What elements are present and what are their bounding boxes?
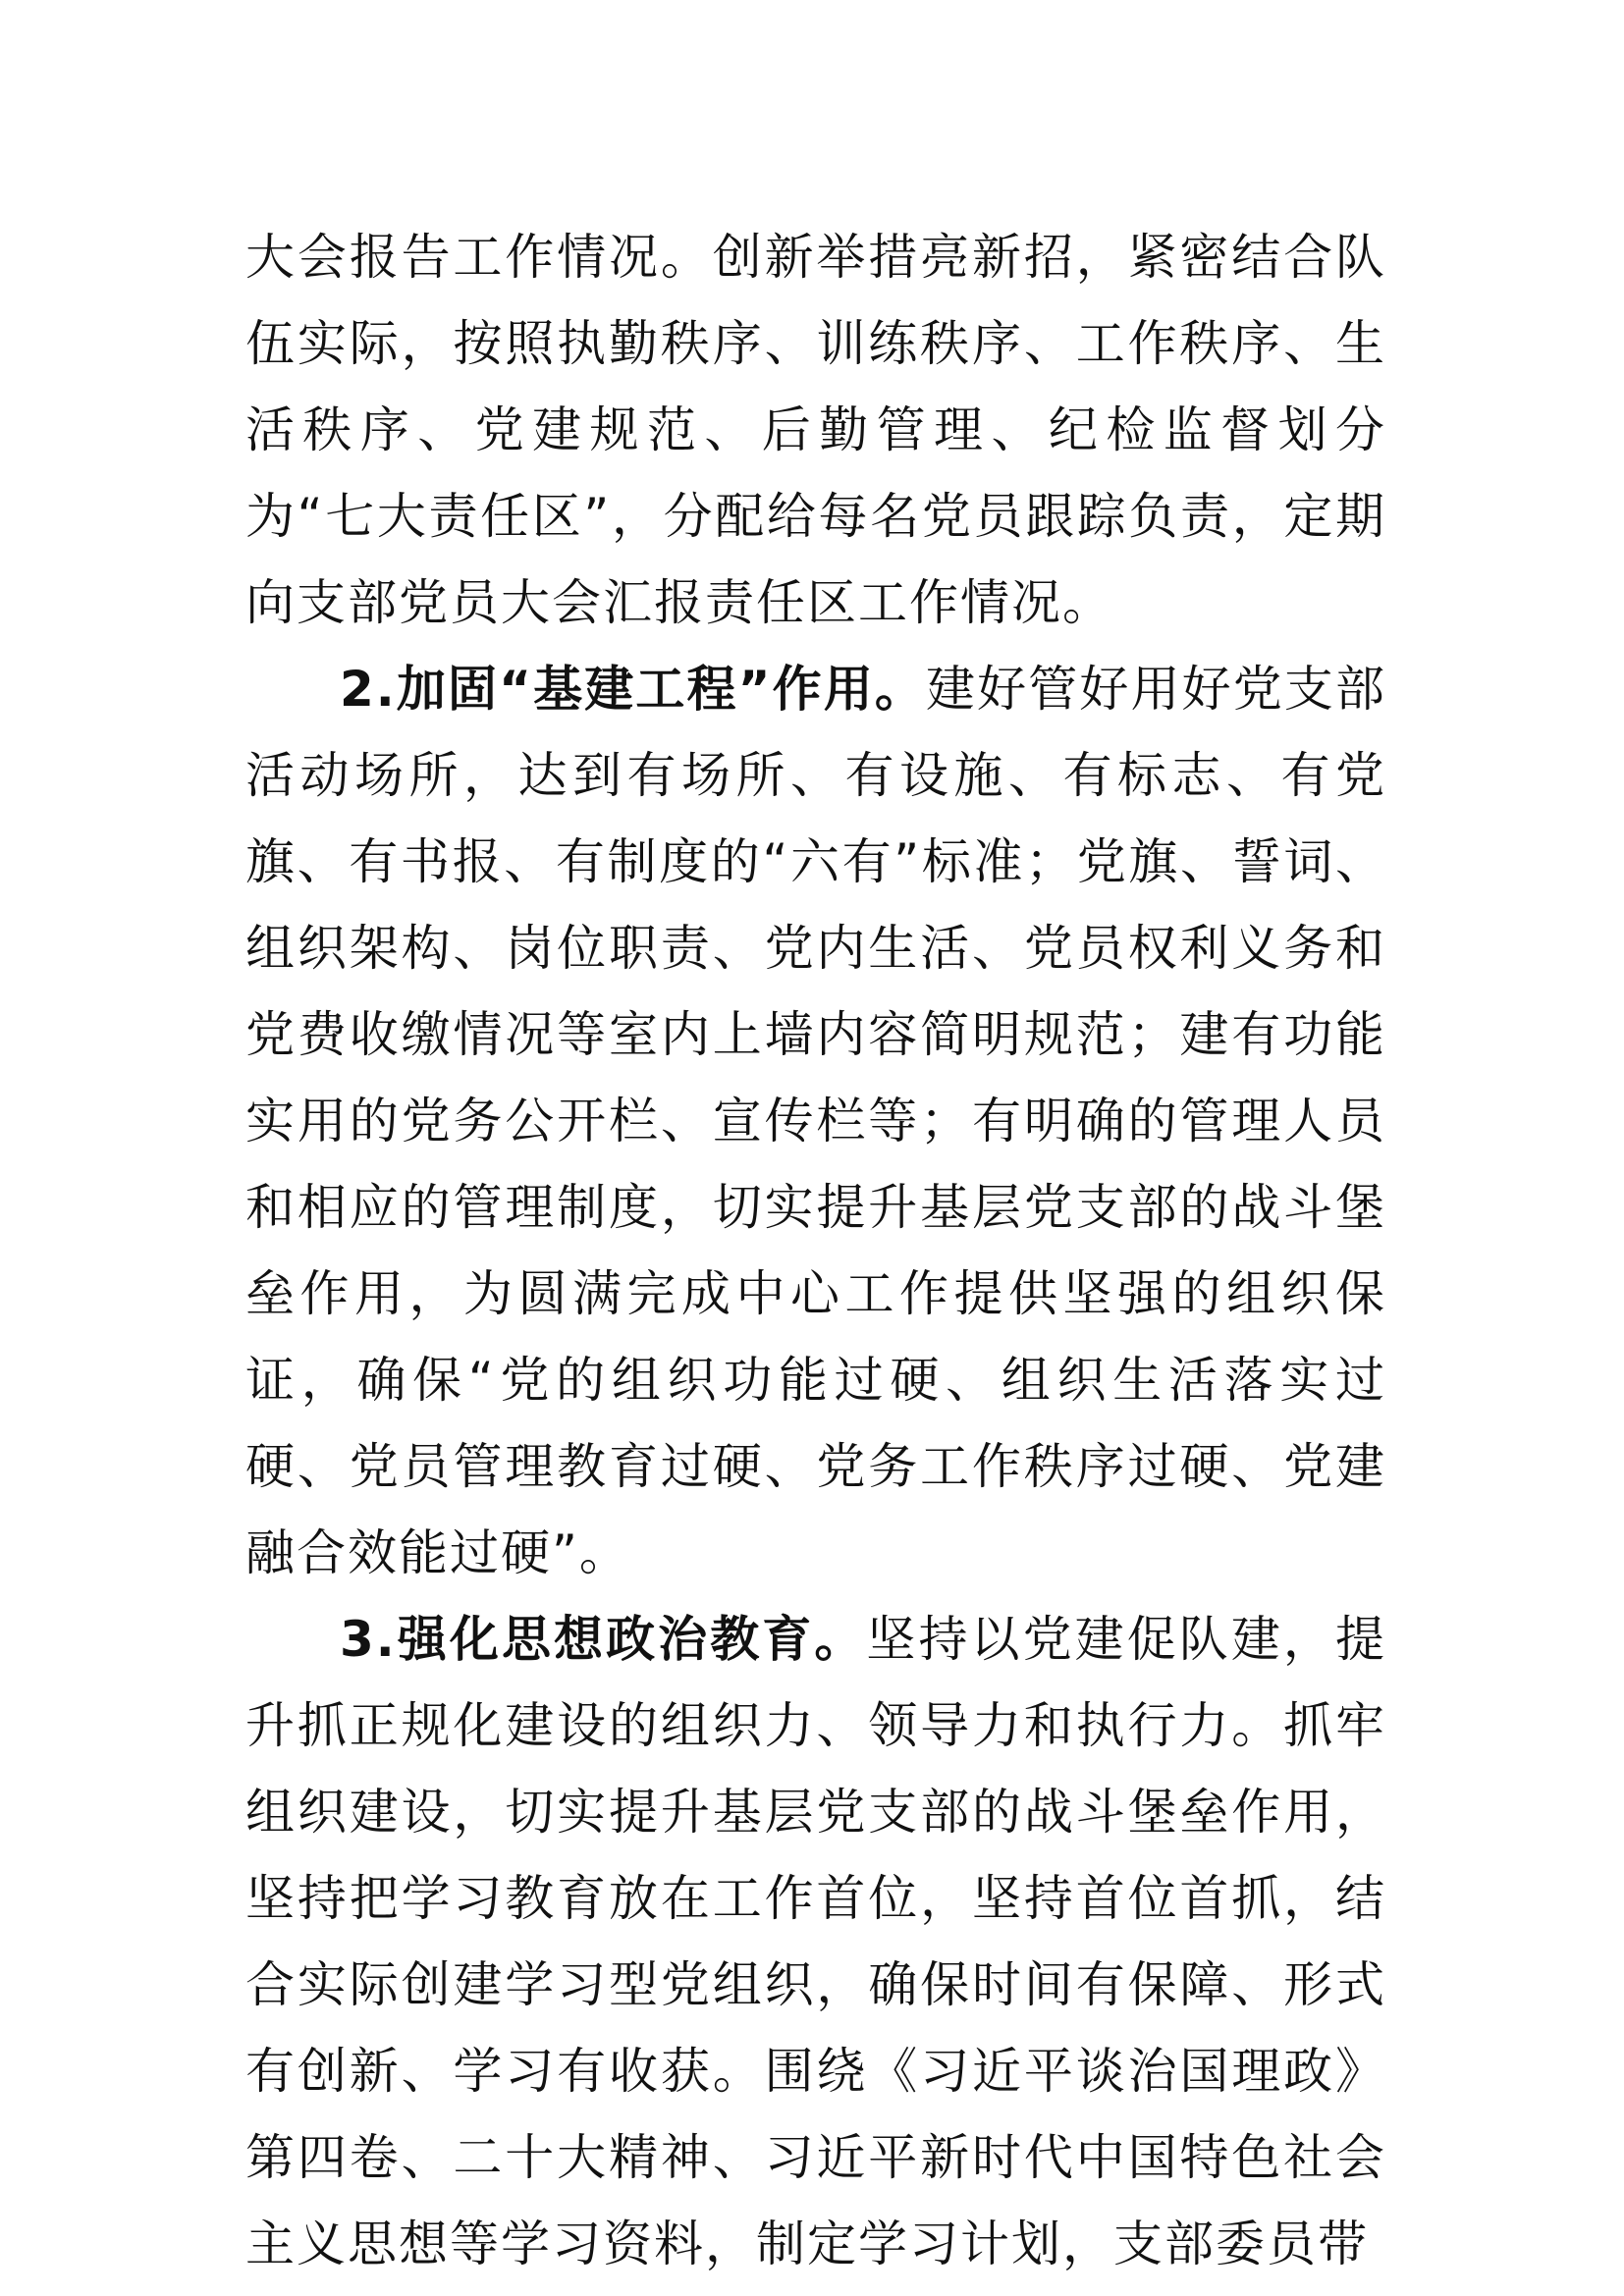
paragraph-body: 建好管好用好党支部活动场所，达到有场所、有设施、有标志、有党旗、有书报、有制度的“六有”标准；党旗、誓词、组织架构、岗位职责、党内生活、党员权利义务和党费收缴情况等室内上墙内容简明规范；建有功能实用的党务公开栏、宣传栏等；有明确的管理人员和相应的管理制度，切实提升基层党支部的战斗堡垒作用，为圆满完成中心工作提供坚强的组织保证，确保“党的组织功能过硬、组织生活落实过硬、党员管理教育过硬、党务工作秩序过硬、党建融合效能过硬”。 bbox=[245, 661, 1386, 1581]
paragraph-heading: 3.强化思想政治教育。 bbox=[340, 1611, 867, 1668]
paragraph-heading: 2.加固“基建工程”作用。 bbox=[340, 661, 926, 718]
paragraph-infrastructure bbox=[245, 646, 1386, 1596]
paragraph-continuation bbox=[245, 214, 1386, 646]
paragraph-body: 坚持以党建促队建，提升抓正规化建设的组织力、领导力和执行力。抓牢组织建设，切实提升基层党支部的战斗堡垒作用，坚持把学习教育放在工作首位，坚持首位首抓，结合实际创建学习型党组织，确保时间有保障、形式有创新、学习有收获。围绕《习近平谈治国理政》第四卷、二十大精神、习近平新时代中国特色社会主义思想等学习资料，制定学习计划，支部委员带 bbox=[245, 1611, 1386, 2272]
paragraph-body: 大会报告工作情况。创新举措亮新招，紧密结合队伍实际，按照执勤秩序、训练秩序、工作秩序、生活秩序、党建规范、后勤管理、纪检监督划分为“七大责任区”，分配给每名党员跟踪负责，定期向支部党员大会汇报责任区工作情况。 bbox=[245, 229, 1386, 631]
paragraph-political-education bbox=[245, 1596, 1386, 2287]
document-page bbox=[245, 214, 1386, 2287]
